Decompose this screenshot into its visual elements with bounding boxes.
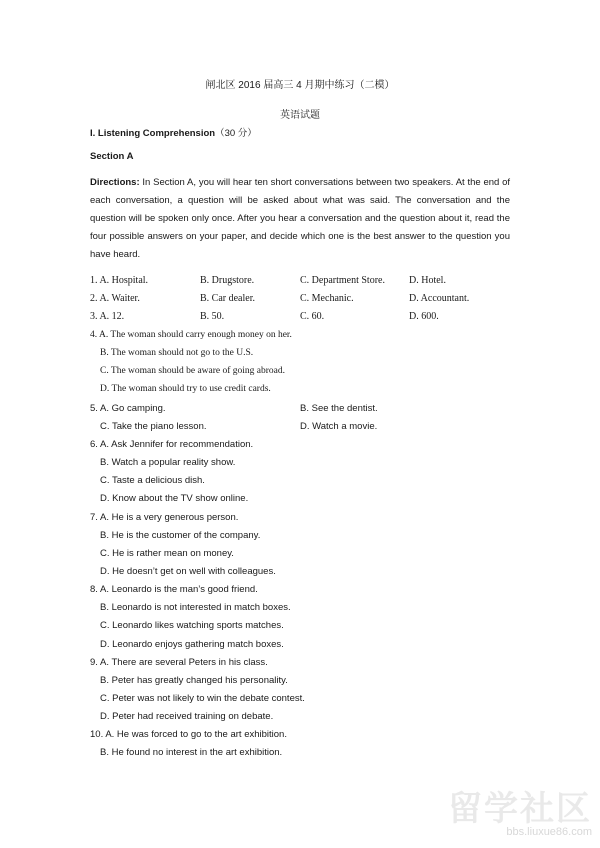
q8-option-b: B. Leonardo is not interested in match boxes. <box>100 602 291 613</box>
q9-option-b: B. Peter has greatly changed his personality. <box>100 675 288 686</box>
part-heading-text: I. Listening Comprehension <box>90 128 216 139</box>
watermark-logo: 留学社区 <box>448 789 592 829</box>
q9-option-d: D. Peter had received training on debate. <box>100 711 274 722</box>
q4-option-c: C. The woman should be aware of going abroad. <box>100 366 286 376</box>
part-heading <box>90 125 257 139</box>
watermark <box>448 781 592 838</box>
q1-option-a: 1. A. Hospital. <box>90 275 149 286</box>
q5-option-a: 5. A. Go camping. <box>90 403 166 414</box>
q1-option-d: D. Hotel. <box>409 275 446 286</box>
q4-option-a: 4. A. The woman should carry enough money on her. <box>90 330 292 340</box>
q8-option-d: D. Leonardo enjoys gathering match boxes. <box>100 639 284 650</box>
q1-option-c: C. Department Store. <box>300 275 385 286</box>
q2-option-b: B. Car dealer. <box>200 293 255 304</box>
q7-option-a: 7. A. He is a very generous person. <box>90 512 239 523</box>
q2-option-d: D. Accountant. <box>409 293 470 304</box>
question-5-row-1 <box>90 403 530 421</box>
question-5-row-2 <box>90 421 530 439</box>
directions-paragraph <box>90 174 510 264</box>
q7-option-c: C. He is rather mean on money. <box>100 548 234 559</box>
q5-option-d: D. Watch a movie. <box>300 421 378 432</box>
question-3 <box>90 311 530 329</box>
q9-option-a: 9. A. There are several Peters in his class. <box>90 657 268 668</box>
q3-option-c: C. 60. <box>300 311 325 322</box>
exam-title: 闸北区 2016 届高三 4 月期中练习（二模） <box>205 80 395 91</box>
watermark-url: bbs.liuxue86.com <box>506 826 592 838</box>
section-heading: Section A <box>90 151 134 162</box>
q6-option-c: C. Taste a delicious dish. <box>100 475 205 486</box>
q4-option-d: D. The woman should try to use credit cards. <box>100 384 271 394</box>
q3-option-d: D. 600. <box>409 311 439 322</box>
q6-option-a: 6. A. Ask Jennifer for recommendation. <box>90 439 254 450</box>
directions-label: Directions: <box>90 177 140 188</box>
q6-option-d: D. Know about the TV show online. <box>100 493 249 504</box>
q6-option-b: B. Watch a popular reality show. <box>100 457 236 468</box>
part-points: （30 分） <box>215 128 257 139</box>
q7-option-b: B. He is the customer of the company. <box>100 530 261 541</box>
question-2 <box>90 293 530 311</box>
q4-option-b: B. The woman should not go to the U.S. <box>100 348 254 358</box>
q8-option-c: C. Leonardo likes watching sports matches. <box>100 620 284 631</box>
q8-option-a: 8. A. Leonardo is the man’s good friend. <box>90 584 258 595</box>
q9-option-c: C. Peter was not likely to win the debate contest. <box>100 693 305 704</box>
exam-subtitle: 英语试题 <box>280 110 320 121</box>
q1-option-b: B. Drugstore. <box>200 275 255 286</box>
q5-option-b: B. See the dentist. <box>300 403 378 414</box>
q10-option-b: B. He found no interest in the art exhibition. <box>100 747 283 758</box>
q2-option-a: 2. A. Waiter. <box>90 293 140 304</box>
question-1 <box>90 275 530 293</box>
q10-option-a: 10. A. He was forced to go to the art exhibition. <box>90 729 287 740</box>
directions-text: In Section A, you will hear ten short conversations between two speakers. At the end of each conversation, a question will be asked about what was said. The conversation and the question will be spoken only once. After you hear a conversation and the question about it, read the four possible answers on your paper, and decide which one is the best answer to the question you have heard. <box>90 177 510 260</box>
q3-option-b: B. 50. <box>200 311 225 322</box>
q3-option-a: 3. A. 12. <box>90 311 125 322</box>
q5-option-c: C. Take the piano lesson. <box>100 421 207 432</box>
q2-option-c: C. Mechanic. <box>300 293 354 304</box>
q7-option-d: D. He doesn’t get on well with colleagues. <box>100 566 276 577</box>
